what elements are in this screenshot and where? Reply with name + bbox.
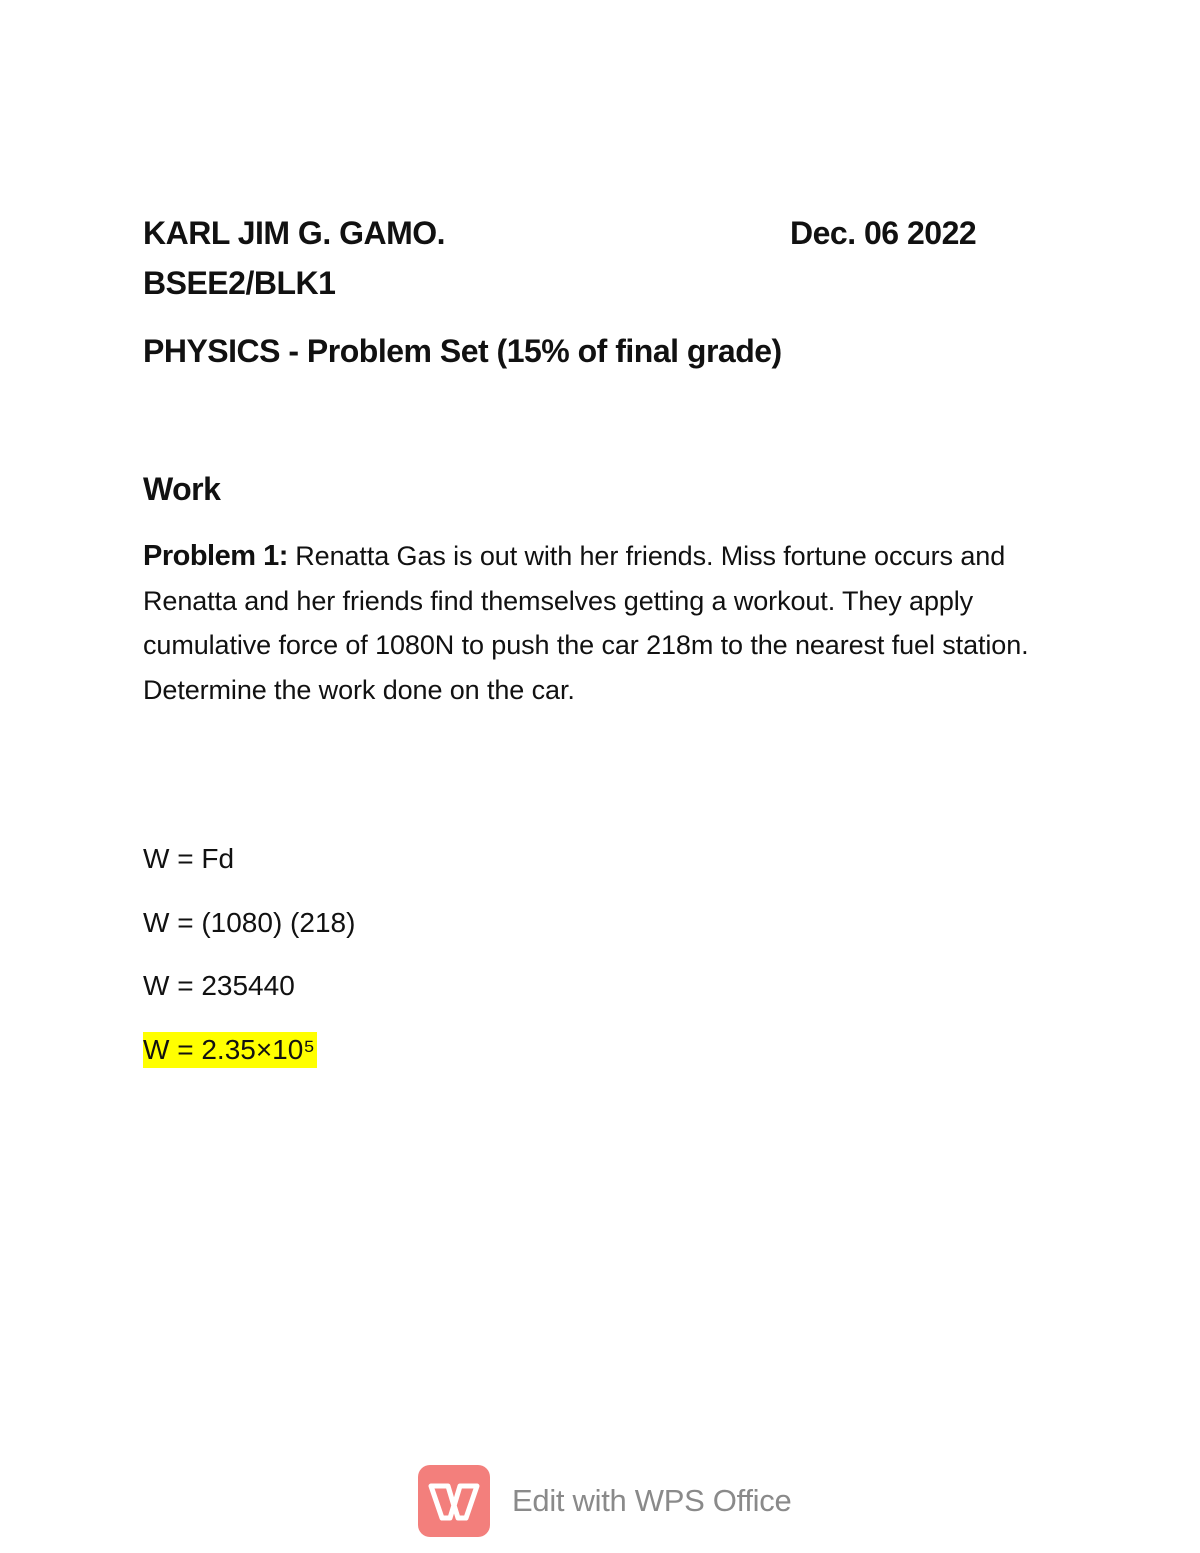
highlighted-answer: W = 2.35×10⁵ xyxy=(143,1032,317,1068)
student-name: KARL JIM G. GAMO. xyxy=(143,215,446,251)
student-section: BSEE2/BLK1 xyxy=(143,265,336,301)
equation-answer xyxy=(143,1031,317,1069)
document-date: Dec. 06 2022 xyxy=(790,215,977,251)
wps-edit-text[interactable]: Edit with WPS Office xyxy=(512,1483,792,1518)
equation-substitution: W = (1080) (218) xyxy=(143,907,356,938)
wps-edit-banner[interactable] xyxy=(418,1465,791,1537)
wps-logo-icon[interactable] xyxy=(418,1465,490,1537)
wps-w-glyph-icon xyxy=(428,1480,480,1522)
problem-label: Problem 1: xyxy=(143,540,288,572)
problem-text: Renatta Gas is out with her friends. Miss fortune occurs and Renatta and her friends find themselves getting a workout. They apply cumulative force of 1080N to push the car 218m to the nearest fuel station. Determine the work done on the car. xyxy=(143,541,1029,705)
problem-statement xyxy=(143,534,1063,712)
course-title: PHYSICS - Problem Set (15% of final grade) xyxy=(143,333,782,369)
section-heading: Work xyxy=(143,471,221,507)
equation-formula: W = Fd xyxy=(143,843,235,874)
equation-result: W = 235440 xyxy=(143,970,295,1001)
